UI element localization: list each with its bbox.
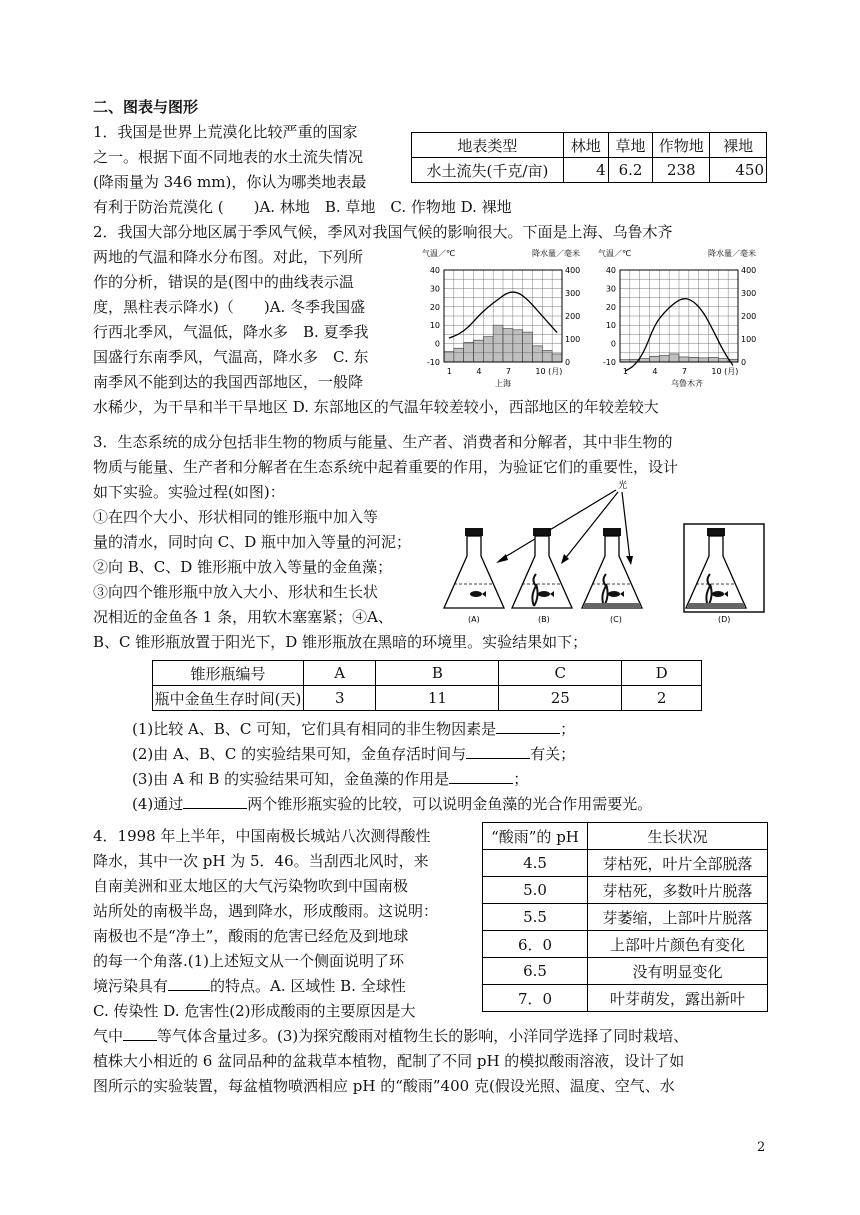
temp-tick-label: 40 (429, 266, 440, 275)
q2-line-8: 水稀少，为干旱和半干旱地区 D. 东部地区的气温年较差较小，西部地区的年较差较大 (93, 398, 659, 416)
q2-line-3: 作的分析，错误的是(图中的曲线表示温 (93, 273, 354, 291)
flask-label-b: (B) (538, 615, 550, 624)
table-cell: 4 (563, 158, 608, 183)
table-row (412, 158, 767, 183)
answer-blank[interactable] (183, 794, 247, 809)
flask-body (686, 536, 746, 608)
city-label: 乌鲁木齐 (671, 379, 703, 388)
q3-line-7: ③向四个锥形瓶中放入大小、形状和生长状 (93, 583, 379, 601)
flask-experiment-figure (440, 476, 772, 632)
table-cell: 4.5 (483, 850, 588, 877)
chart-shanghai (422, 248, 580, 388)
q2-line-7: 南季风不能到达的我国西部地区，一般降 (93, 373, 364, 391)
answer-blank[interactable] (466, 744, 530, 759)
stopper (707, 528, 725, 536)
temp-tick-label: -10 (426, 358, 440, 367)
table-header: D (622, 661, 702, 686)
goldfish (712, 591, 724, 597)
goldfish (470, 591, 482, 597)
table-header: “酸雨”的 pH (483, 823, 588, 850)
month-tick-label: 7 (681, 367, 688, 376)
table-row (153, 661, 702, 686)
month-tick-label: 10 (月) (535, 367, 563, 376)
q3-sub-3-tail: ； (513, 770, 529, 788)
table-cell: 2 (622, 686, 702, 711)
q4-line-7-tail: 的特点。A. 区域性 B. 全球性 (210, 977, 406, 995)
table-cell: 芽萎缩，上部叶片脱落 (588, 904, 768, 931)
precip-bar (503, 329, 513, 362)
q4-line-6: 的每一个角落.(1)上述短文从一个侧面说明了环 (93, 952, 405, 970)
precip-tick-label: 400 (741, 266, 757, 275)
q4-acid-rain-table (482, 822, 768, 1012)
q3-sub-3 (132, 768, 528, 790)
table-cell: 上部叶片颜色有变化 (588, 931, 768, 958)
table-header: A (304, 661, 376, 686)
precip-tick-label: 100 (741, 335, 757, 344)
precip-tick-label: 0 (565, 358, 571, 367)
table-header: 地表类型 (412, 133, 564, 158)
precip-bar (523, 332, 533, 362)
flask-label-c: (C) (610, 615, 622, 624)
precip-bar (552, 354, 562, 362)
flask (582, 528, 642, 608)
q1-line-2: 之一。根据下面不同地表的水土流失情况 (93, 148, 364, 166)
table-cell: 叶芽萌发，露出新叶 (588, 985, 768, 1012)
q2-line-5: 行西北季风，气温低，降水多 B. 夏季我 (93, 323, 369, 341)
precip-tick-label: 400 (565, 266, 581, 275)
table-header: 作物地 (653, 133, 710, 158)
table-row (483, 985, 768, 1012)
table-cell: 芽枯死，多数叶片脱落 (588, 877, 768, 904)
q3-sub-1-tail: ； (560, 720, 576, 738)
table-header: 裸地 (710, 133, 767, 158)
precip-bar (679, 357, 689, 362)
precip-bar (709, 357, 719, 362)
precip-bar (542, 351, 552, 363)
temp-tick-label: 40 (605, 266, 616, 275)
flask-label-d: (D) (718, 615, 731, 624)
q1-line-1: 1．我国是世界上荒漠化比较严重的国家 (93, 123, 358, 141)
q1-erosion-table (411, 132, 767, 183)
table-row (483, 877, 768, 904)
q1-line-3: (降雨量为 346 mm)，你认为哪类地表最 (93, 173, 367, 191)
flask-body (582, 536, 642, 608)
table-cell: 6．0 (483, 931, 588, 958)
precip-bar (659, 356, 669, 362)
table-header: 林地 (563, 133, 608, 158)
temp-tick-label: -10 (602, 358, 616, 367)
table-cell: 238 (653, 158, 710, 183)
table-row-label: 瓶中金鱼生存时间(天) (153, 686, 304, 711)
q3-sub-3-text: (3)由 A 和 B 的实验结果可知，金鱼藻的作用是 (132, 770, 450, 788)
q4-line-9-text: 气中 (93, 1027, 124, 1045)
goldfish (538, 591, 550, 597)
q3-sub-4-tail: 两个锥形瓶实验的比较，可以说明金鱼藻的光合作用需要光。 (247, 795, 653, 813)
table-cell: 5.0 (483, 877, 588, 904)
climate-charts (422, 246, 772, 396)
q4-line-11: 图所示的实验装置，每盆植物喷洒相应 pH 的“酸雨”400 克(假设光照、温度、空气、水 (93, 1077, 675, 1095)
precip-bar (640, 359, 650, 362)
month-tick-label: 10 (月) (711, 367, 739, 376)
table-row (483, 958, 768, 985)
temp-tick-label: 0 (610, 339, 616, 349)
q2-line-4: 度，黑柱表示降水)（ )A. 冬季我国盛 (93, 298, 366, 316)
precip-bar (483, 337, 493, 362)
temp-tick-label: 20 (429, 302, 440, 312)
temp-axis-label: 气温／℃ (598, 249, 631, 258)
temp-tick-label: 10 (429, 321, 440, 331)
temp-tick-label: 30 (429, 284, 440, 294)
flask-label-a: (A) (468, 615, 480, 624)
q3-sub-4 (132, 793, 652, 815)
precip-bar (699, 358, 709, 362)
q4-line-5: 南极也不是“净土”，酸雨的危害已经危及到地球 (93, 927, 409, 945)
table-row (483, 904, 768, 931)
precip-tick-label: 200 (741, 312, 757, 321)
precip-tick-label: 300 (565, 289, 581, 298)
q4-line-4: 站所处的南极半岛，遇到降水，形成酸雨。这说明： (93, 902, 439, 920)
q4-line-7-text: 境污染具有 (93, 977, 169, 995)
table-row (483, 931, 768, 958)
temp-tick-label: 30 (605, 284, 616, 294)
q2-line-6: 国盛行东南季风，气温高，降水多 C. 东 (93, 348, 369, 366)
precip-bar (513, 330, 523, 362)
q2-line-2: 两地的气温和降水分布图。对此，下列所 (93, 248, 364, 266)
q4-line-1: 4．1998 年上半年，中国南极长城站八次测得酸性 (93, 827, 431, 845)
stopper (533, 528, 551, 536)
precip-axis-label: 降水量／毫米 (532, 249, 580, 258)
precip-bar (444, 352, 454, 362)
precip-tick-label: 300 (741, 289, 757, 298)
flask (444, 528, 504, 608)
flasks (444, 528, 746, 608)
month-tick-label: 1 (446, 367, 453, 376)
q3-sub-4-text: (4)通过 (132, 795, 184, 813)
q4-line-8: C. 传染性 D. 危害性(2)形成酸雨的主要原因是大 (93, 1002, 416, 1020)
answer-blank[interactable] (168, 976, 210, 991)
q3-line-1: 3．生态系统的成分包括非生物的物质与能量、生产者、消费者和分解者，其中非生物的 (93, 433, 673, 451)
q4-line-9-tail: 等气体含量过多。(3)为探究酸雨对植物生长的影响，小洋同学选择了同时栽培、 (157, 1027, 689, 1045)
month-tick-label: 7 (505, 367, 512, 376)
table-cell: 3 (304, 686, 376, 711)
q3-sub-2-tail: 有关； (530, 745, 576, 763)
answer-blank[interactable] (449, 769, 513, 784)
month-tick-label: 4 (652, 367, 658, 376)
page-number: 2 (757, 1140, 766, 1155)
table-cell: 芽枯死，叶片全部脱落 (588, 850, 768, 877)
temp-axis-label: 气温／℃ (422, 249, 455, 258)
flask (686, 528, 746, 608)
precip-tick-label: 100 (565, 335, 581, 344)
precip-bar (689, 357, 699, 362)
q3-sub-2 (132, 743, 575, 765)
q4-line-9 (93, 1025, 688, 1047)
flask (512, 528, 572, 608)
precip-bar (718, 359, 728, 362)
answer-blank[interactable] (123, 1026, 157, 1041)
table-row-label: 水土流失(千克/亩) (412, 158, 564, 183)
table-cell: 11 (376, 686, 499, 711)
q3-line-5: 量的清水，同时向 C、D 瓶中加入等量的河泥； (93, 533, 412, 551)
temp-tick-label: 20 (605, 302, 616, 312)
table-row (412, 133, 767, 158)
table-header: B (376, 661, 499, 686)
precip-bar (650, 356, 660, 362)
q3-line-4: ①在四个大小、形状相同的锥形瓶中加入等 (93, 508, 379, 526)
q3-sub-1-text: (1)比较 A、B、C 可知，它们具有相同的非生物因素是 (132, 720, 497, 738)
q3-line-8: 况相近的金鱼各 1 条，用软木塞塞紧；④A、 (93, 608, 393, 626)
table-header: C (499, 661, 622, 686)
table-cell: 450 (710, 158, 767, 183)
table-cell: 7．0 (483, 985, 588, 1012)
q3-sub-2-text: (2)由 A、B、C 的实验结果可知，金鱼存活时间与 (132, 745, 467, 763)
q4-line-2: 降水，其中一次 pH 为 5．46。当刮西北风时，来 (93, 852, 429, 870)
q4-line-10: 植株大小相近的 6 盆同品种的盆栽草本植物，配制了不同 pH 的模拟酸雨溶液，设计了如 (93, 1052, 685, 1070)
table-cell: 5.5 (483, 904, 588, 931)
q3-sub-1 (132, 718, 575, 740)
temp-tick-label: 10 (605, 321, 616, 331)
answer-blank[interactable] (496, 719, 560, 734)
precip-tick-label: 0 (741, 358, 747, 367)
table-row (483, 850, 768, 877)
q1-line-4: 有利于防治荒漠化 ( )A. 林地 B. 草地 C. 作物地 D. 裸地 (93, 198, 512, 216)
chart-urumqi (598, 248, 756, 388)
temp-tick-label: 0 (434, 339, 440, 349)
precip-tick-label: 200 (565, 312, 581, 321)
month-tick-label: 4 (476, 367, 482, 376)
q3-goldfish-table (152, 660, 702, 711)
table-cell: 没有明显变化 (588, 958, 768, 985)
q3-line-3: 如下实验。实验过程(如图)： (93, 483, 285, 501)
stopper (465, 528, 483, 536)
goldfish (608, 591, 620, 597)
q2-line-1: 2．我国大部分地区属于季风气候，季风对我国气候的影响很大。下面是上海、乌鲁木齐 (93, 223, 673, 241)
table-header: 草地 (608, 133, 653, 158)
flask-body (444, 536, 504, 608)
q3-line-9: B、C 锥形瓶放置于阳光下，D 锥形瓶放在黑暗的环境里。实验结果如下； (93, 633, 588, 651)
q3-line-6: ②向 B、C、D 锥形瓶中放入等量的金鱼藻； (93, 558, 393, 576)
river-mud (688, 603, 744, 608)
table-header: 生长状况 (588, 823, 768, 850)
table-cell: 6.5 (483, 958, 588, 985)
light-label: 光 (618, 481, 628, 491)
city-label: 上海 (495, 379, 511, 388)
table-header: 锥形瓶编号 (153, 661, 304, 686)
table-cell: 6.2 (608, 158, 653, 183)
precip-bar (533, 346, 543, 362)
river-mud (584, 603, 640, 608)
q3-line-2: 物质与能量、生产者和分解者在生态系统中起着重要的作用，为验证它们的重要性，设计 (93, 458, 679, 476)
q4-line-3: 自南美洲和亚太地区的大气污染物吹到中国南极 (93, 877, 409, 895)
table-row (153, 686, 702, 711)
precip-bar (669, 354, 679, 362)
stopper (603, 528, 621, 536)
month-tick-label: 1 (622, 367, 629, 376)
section-title: 二、图表与图形 (93, 98, 199, 116)
table-cell: 25 (499, 686, 622, 711)
q4-line-7 (93, 975, 406, 997)
precip-axis-label: 降水量／毫米 (708, 249, 756, 258)
table-row (483, 823, 768, 850)
precip-bar (454, 348, 464, 362)
precip-bar (464, 342, 474, 362)
